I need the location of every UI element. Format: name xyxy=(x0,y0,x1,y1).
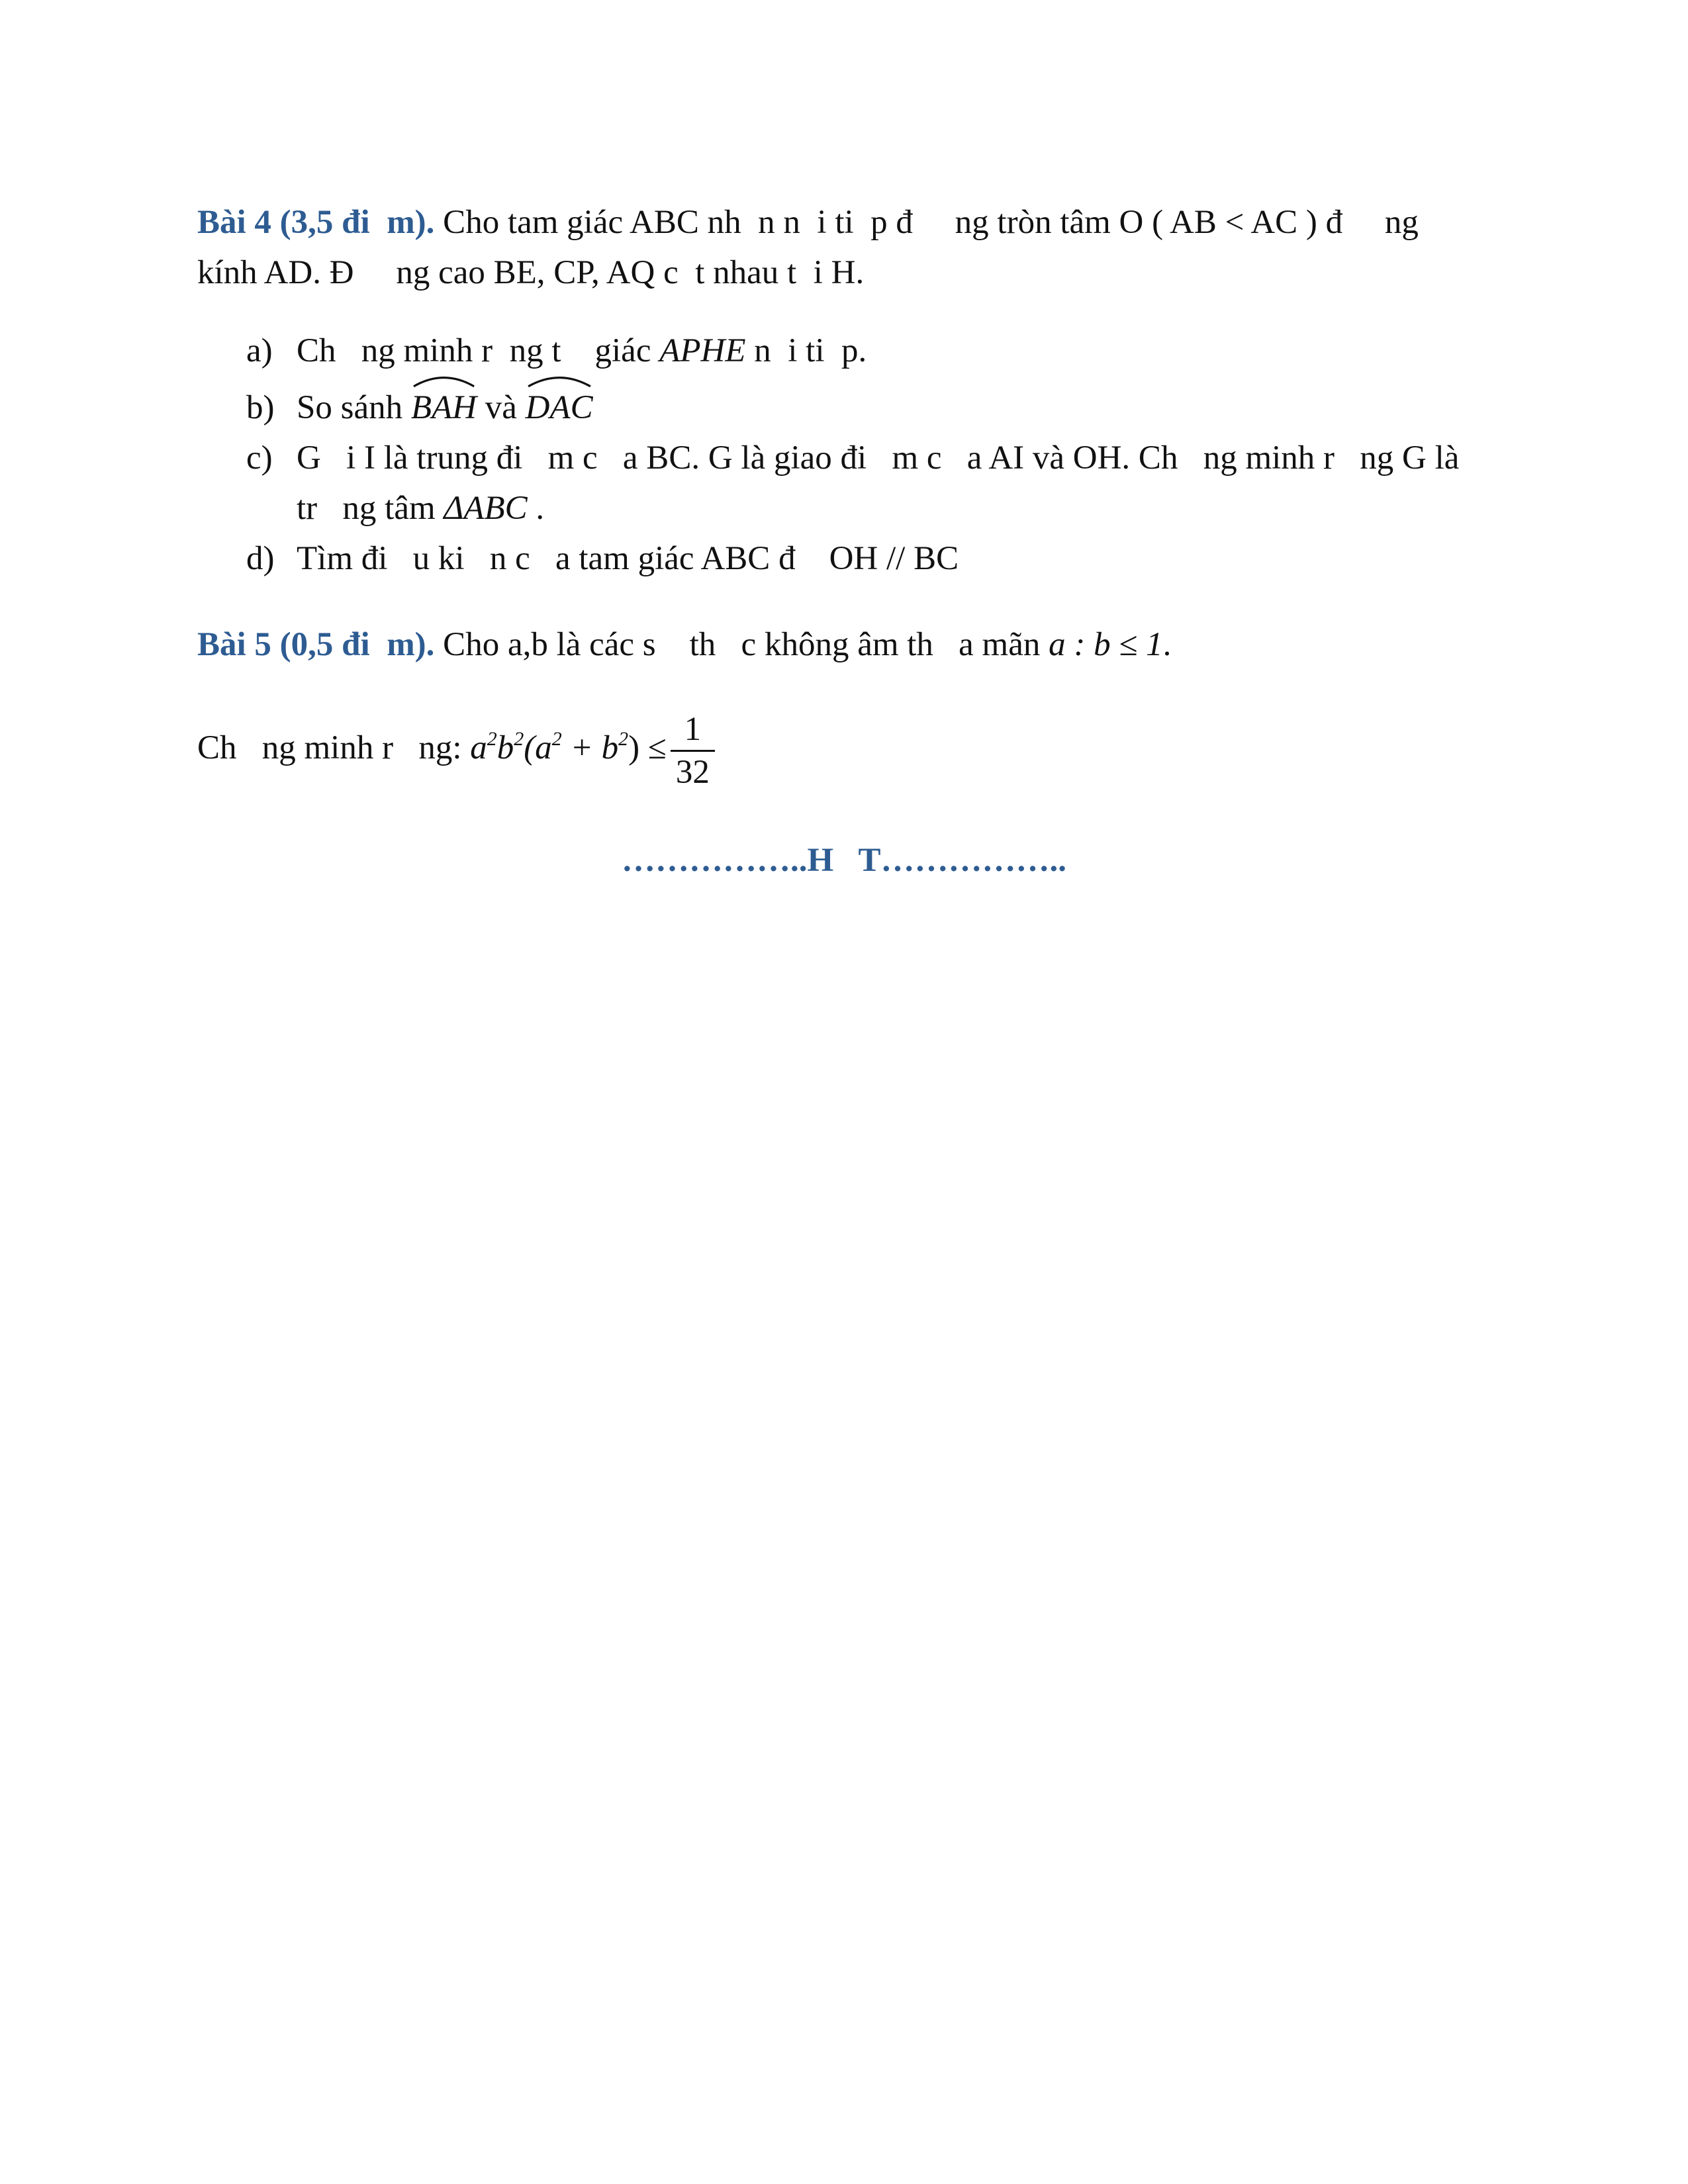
item-marker: c) xyxy=(246,439,273,477)
item-text: n i ti p. xyxy=(745,332,867,369)
bai5-text: Cho a,b là các s th c không âm th a mãn xyxy=(434,626,1049,663)
arc-mark-icon xyxy=(526,373,593,388)
bai4-text-line1: Cho tam giác ABC nh n n i ti p đ ng tròn tâm O ( AB < AC ) đ ng xyxy=(434,204,1419,241)
item-marker: b) xyxy=(246,389,275,426)
bai5-heading: Bài 5 (0,5 đi m). xyxy=(197,626,435,663)
item-text: . xyxy=(527,490,545,527)
item-marker: a) xyxy=(246,332,273,369)
math-exponent: 2 xyxy=(514,728,524,750)
bai4-heading: Bài 4 (3,5 đi m). xyxy=(197,204,435,241)
math-exponent: 2 xyxy=(551,728,562,750)
fraction-denominator: 32 xyxy=(675,753,710,791)
bai5-line1 xyxy=(197,619,1171,670)
item-text: tr ng tâm xyxy=(297,490,444,527)
angle-bah xyxy=(411,383,477,433)
math-condition: a : b ≤ 1 xyxy=(1049,626,1163,663)
math-var: + b xyxy=(561,729,619,766)
bai4-line2: kính AD. Đ ng cao BE, CP, AQ c t nhau t i H. xyxy=(197,254,865,291)
item-text: So sánh xyxy=(297,389,411,426)
angle-label: BAH xyxy=(410,389,477,426)
list-item-a xyxy=(246,326,867,376)
angle-dac xyxy=(526,383,593,433)
item-text: G i I là trung đi m c a BC. G là giao đi m c a AI và OH. Ch ng minh r ng G là xyxy=(297,439,1460,477)
list-item-c xyxy=(246,433,1459,483)
item-text: và xyxy=(477,389,526,426)
item-text: Tìm đi u ki n c a tam giác ABC đ OH // BC xyxy=(297,540,959,577)
bai5-prove-line xyxy=(197,705,715,793)
math-operator: ) ≤ xyxy=(628,729,667,766)
math-expression: ΔABC xyxy=(444,490,528,527)
angle-label: DAC xyxy=(525,389,593,426)
math-var: a xyxy=(470,729,487,766)
inequality-expression xyxy=(470,729,667,766)
list-item-d xyxy=(246,533,959,584)
fraction xyxy=(671,709,715,793)
item-marker: d) xyxy=(246,540,275,577)
math-exponent: 2 xyxy=(618,728,629,750)
arc-mark-icon xyxy=(411,373,477,388)
math-var: (a xyxy=(524,729,552,766)
bai4-line1 xyxy=(197,197,1419,248)
math-exponent: 2 xyxy=(487,728,497,750)
end-marker: ……………..H T…………….. xyxy=(621,842,1066,879)
prove-label: Ch ng minh r ng: xyxy=(197,729,471,766)
list-item-c-continuation xyxy=(297,483,544,533)
list-item-b xyxy=(246,383,593,433)
punctuation: . xyxy=(1162,626,1172,663)
fraction-numerator: 1 xyxy=(671,709,715,752)
math-var: b xyxy=(496,729,514,766)
math-expression: APHE xyxy=(659,332,746,369)
item-text: Ch ng minh r ng t giác xyxy=(297,332,660,369)
